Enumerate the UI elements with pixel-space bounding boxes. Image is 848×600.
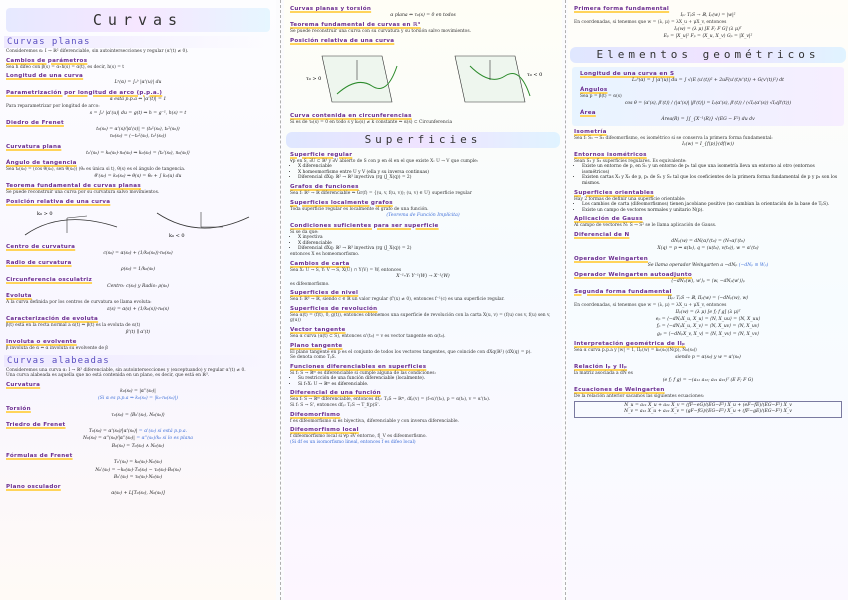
text: Si f: S → S', entonces dfₚ: TₚS → T_f(p)S'. [290,403,380,409]
text: Sea f: S → ℝᵐ diferenciable, entonces dfₚ: TₚS → ℝᵐ, dfₚ(v) = (f∘α)'(t₀), p = α(t₀), v = α'(t₀). [290,397,491,403]
formula: t₀(s₀) = α'(s)/|α'(s)| = (t₀¹(s₀), t₀²(s₀)) [96,127,180,132]
fold-line [565,0,567,600]
formula [574,263,842,269]
subheading: Condiciones suficientes para ser superficie [290,222,439,229]
subheading: Operador Weingarten [574,255,648,262]
subheading: Plano tangente [290,342,343,349]
list-item: • Si f∘X: U → ℝᵐ es diferenciable. [298,382,556,388]
list-item: • X diferenciable [298,164,556,170]
formula-note: = α'(s₀) si está p.p.a. [138,429,188,435]
subheading: Plano osculador [6,484,61,491]
formula-note: (Si α es p.p.a ⇒ k₀(s₀) = |k₀·n₀(s₀)|) [97,396,178,402]
text: Una curva alabeada es aquella que no está contenida en un plano, es decir, que está en ℝ³. [6,373,210,379]
text: Sea p = β(t) = α(s) [580,94,622,100]
formula: IIₚ(w) = (λ μ) [e f; f g] (λ μ)ᵀ [675,309,741,315]
formula-note: = α''(s₀)/k₀ si lo es plana [136,436,194,442]
bullet-list [298,376,556,387]
formula: X⁻¹∘Y: Y⁻¹(W) → X⁻¹(W) [396,274,450,280]
fig-label: k₀ < 0 [169,232,185,239]
subheading: Interpretación geométrica de IIₚ [574,341,686,348]
section-heading: Curvas planas [4,36,272,48]
text: Se puede reconstruir una curva con su curvatura y su torsión salvo movimientos. [290,29,471,35]
formula: B₀(s₀) = T₀(s₀) ∧ N₀(s₀) [111,443,165,449]
text: Sean S₁ y S₂ superficies regulares. Es equivalente: [574,158,687,164]
formula: N_v = a₁₂ X_u + a₂₂ X_v = (gF−fG)/(EG−F²) X_u + (fF−gE)/(EG−F²) X_v [624,409,792,415]
formula-part: T₀(s₀) = α'(s₀)/|α'(s₀)| [88,429,138,435]
text: entonces X es homeomorfismo. [290,251,360,257]
formula: β'(t) ∥ α'(t) [125,329,151,335]
bullet-list [298,164,556,181]
subheading: Posición relativa de una curva [290,38,395,44]
subheading: Curvatura [6,381,41,388]
fig-label: τ₀ < 0 [526,72,542,78]
text: β(t) está en la recta normal a α(t) ⇒ β(t) es la evoluta de α(t) [6,323,141,329]
fold-line [280,0,282,600]
list-item: • X inyectiva [298,235,556,241]
section-banner: Superficies [286,132,560,148]
formula: (e f; f g) = −(a₁₁ a₁₂; a₂₁ a₂₂)ᵀ (E F; F G) [662,377,754,383]
positive-curvature-figure [17,207,127,241]
subheading: Difeomorfismo [290,411,341,418]
formula: fₚ = ⟨−dNₚX_u, X_v⟩ = ⟨N, X_uv⟩ = ⟨N, X_uv⟩ [656,324,760,330]
formula: Área(R) = ∫∫_{X⁻¹(R)} √(EG − F²) du dv [661,117,755,123]
bullet-list [298,235,556,252]
subheading: Operador Weingarten autoadjunto [574,272,692,279]
text: Sea α curva p.p.a y |w| = 1, IIₚ(w) = k₀(s₀)⟨N(p), N₀(s₀)⟩ [574,348,698,354]
formula: c(s₀) = α(s₀) + (1/k₀(s₀))·n₀(s₀) [103,250,173,256]
formula: s = ∫ₐᵗ |α'(u)| du = g(t) ⇒ h = g⁻¹, h(s) = t [89,110,187,116]
formula: α está p.p.a ⇔ |α'(t)| = 1 [109,96,167,102]
formula: Centro: c(s₀) y Radio: ρ(s₀) [107,283,169,289]
subheading: Triedro de Frenet [6,422,66,429]
formula: ε(s) = α(s) + (1/k₀(s))·n₀(s) [107,306,169,312]
positive-torsion-figure [302,46,412,110]
text: Consideremos α: I → ℝ² diferenciable, sin autointersecciones y regular (α'(t) ≠ 0). [6,49,189,54]
subheading: Teorema fundamental de curvas en ℝ³ [290,22,421,29]
formula: Lₐᵇ(α) = ∫ |α'(u)| du = ∫ √(E (u'(t))² + 2uF(u'(t)v'(t)) + G(v'(t))²) dt [631,77,785,83]
bullet-list [582,202,842,213]
page-title: Curvas [6,8,270,32]
text: Para reparametrizar por longitud de arco: [6,104,100,109]
list-item: • X homeomorfismo entre U y V (ella y su inversa continuas) [298,170,556,176]
subheading: Longitud de una curva [6,73,84,80]
subheading: Caracterización de evoluta [6,316,99,323]
formula: α plana ⇔ τ₀(s) = 0 en todos [390,13,456,18]
subheading: Parametrización por longitud de arco (p.p.a.) [6,89,163,96]
equations-box [574,401,842,418]
subheading: Entornos isométricos [574,151,647,158]
formula: T₀'(s₀) = k₀(s₀)·N₀(s₀) [113,460,163,466]
text: En coordenadas, si tenemos que w = (λ, μ) = λX_u + μX_v, entonces [574,303,727,308]
subheading: Cambios de parámetros [6,57,88,64]
column-curvas [0,0,276,600]
section-banner: Elementos geométricos [570,47,846,63]
list-item: • Existe un entorno de p, en S₁ y un entorno de p₂ tal que una isometría lleva un entorno al otro (entornos isométricos) [582,164,842,175]
subheading: Curvatura plana [6,143,62,150]
subheading: Centro de curvatura [6,243,76,250]
list-item: • Diferencial dXq: ℝ² → ℝ³ inyectiva (rg (J_X(q)) = 2) [298,246,556,252]
list-item: • Su restricción de una función diferenciable (localmente). [298,376,556,382]
text: la matriz asociada a dN es [574,371,633,377]
text: En coordenadas, si tenemos que w = (λ, μ) = λX_u + μX_v, entonces [574,20,727,26]
formula: ρ(s₀) = 1/k₀(s₀) [120,267,156,273]
text: Consideremos una curva α: I → ℝ³ diferenciable, sin autointersecciones y (exceptuando) y regular α'(t) ≠ 0. [6,367,246,373]
formula: n₀(s₀) = (−t₀²(s₀), t₀¹(s₀)) [109,134,167,140]
subheading: Posición relativa de una curva [6,198,111,205]
subheading: Aplicación de Gauss [574,216,643,223]
formula [6,429,270,435]
subheading: Relación Iₚ y IIₚ [574,364,628,371]
subheading: Curvas planas y torsión [290,6,372,12]
formula: IIₚ: TₚS → ℝ, IIₚ(w) = ⟨−dNₚ(w), w⟩ [667,295,749,301]
formula: k₀(s₀) = |α''(s₀)| [120,388,156,394]
subheading: Ecuaciones de Weingarten [574,387,665,394]
highlight-block [572,67,844,126]
text: f es difeomorfismo si es biyectiva, diferenciable y con inversa diferenciable. [290,418,459,424]
subheading: Ángulos [580,87,608,94]
formula: cos θ = ⟨α'(s), β'(t)⟩ / (|α'(s)| |β'(t)|) = Iₚ(α'(s), β'(t)) / (√Iₚ(α'(s)) √Iₚ(β'(t))) [624,100,792,106]
subheading: Difeomorfismo local [290,427,359,434]
text: Hay 2 formas de definir una superficie orientable: [574,196,686,202]
subheading: Superficies de nivel [290,290,359,297]
subheading: Longitud de una curva en S [580,70,675,77]
text: Sea f: ℝ³ → ℝ, siendo c ∈ ℝ un valor regular (f'(x) ≠ 0), entonces f⁻¹(c) es una superficie regular. [290,297,505,303]
text: Se denota como TₚS. [290,355,336,361]
subheading: Superficies orientables [574,189,654,196]
fig-label: τ₀ > 0 [305,76,321,82]
formula-note: (−dNₚ ≡ Wₚ) [738,262,769,268]
subheading: Vector tangente [290,326,346,333]
formula: Lᵃ(α) = ∫ₐᵇ |α'(u)| du [114,80,162,86]
text: Sea h difeo con β(s) = α∘h(s) = α(t), es decir, h(s) = t [6,64,125,70]
list-item: • Existe un campo de vectores normales y unitario N(p). [582,208,842,214]
formula: Iₚ(w) = (λ μ) [E F; F G] (λ μ)ᵀ [674,27,742,32]
text: Se puede reconstruir una curva por su curvatura salvo movimientos. [6,190,160,196]
curvature-figures [6,207,270,241]
formula-part: N₀(s₀) = α''(s₀)/|α''(s₀)| [82,436,135,442]
section-heading: Curvas alabeadas [4,355,272,367]
formula: N_u = a₁₁ X_u + a₂₁ X_v = (fF−eG)/(EG−F²) X_u + (eF−fE)/(EG−F²) X_v [624,402,792,408]
subheading: Involuta o evolvente [6,339,77,346]
text: Sea X: U → S, Y: V → S, X(U) ∩ Y(V) = W, entonces [290,267,402,273]
bullet-list [582,164,842,186]
subheading: Circunferencia osculatriz [6,276,93,283]
fig-label: k₀ > 0 [37,210,53,217]
text: ∀p en S, ∃U ⊂ ℝ³ y ∃V abierto de S con p en él en el que existe X: U → V que cumple: [290,158,479,164]
subheading: Diedro de Frenet [6,120,64,126]
formula-note: (Si df es un isomorfismo lineal, entonces f es difeo local) [290,439,416,445]
formula: α(s₀) + L[T₀(s₀), N₀(s₀)] [111,491,165,497]
subheading: Radio de curvatura [6,260,72,267]
list-item: • Existen cartas X₁ y X₂ de p, p₁ de S₁ y S₂ tal que los coeficientes de la primera forma fundamental de p y p₂ son los mismos. [582,175,842,186]
subheading: Superficies de revolución [290,305,378,312]
text: Sea f: ℝ² → ℝ diferenciable ⇒ Gr(f) = {(u, v, f(u, v)); (u, v) ∈ U} superficie regular [290,190,472,196]
formula-note: (Teorema de Función Implícita) [386,213,460,219]
subheading: Evoluta [6,293,32,300]
subheading: Curva contenida en circunferencias [290,113,412,119]
formula-part: Se llama operador Weingarten a −dNₚ [647,262,738,268]
subheading: Ángulo de tangencia [6,160,77,167]
text: Si se da que: [290,229,319,235]
subheading: Cambios de carta [290,260,350,267]
text: f difeomorfismo local si ∀p ∃V entorno, f|_V es difeomorfismo. [290,434,427,440]
subheading: Torsión [6,405,31,412]
formula: B₀'(s₀) = τ₀(s₀)·N₀(s₀) [113,475,163,481]
formula: dNₚ(w) = dN(α)'(t₀) = (N∘α)'(t₀) [671,238,745,244]
text: Si f: S → ℝᵐ es diferenciable si cumple alguna de las condiciones: [290,370,436,376]
formula: t₀'(s₀) = k₀(s₀)·n₀(s₀) ⇒ k₀(s₀) = ⟨t₀'(s₀), n₀(s₀)⟩ [86,150,190,156]
column-superficies [284,0,562,600]
formula: θ'(s₀) = k₀(s₀) ⇒ θ(s) = θ₀ + ∫ k₀(u) du [94,173,182,179]
subheading: Teorema fundamental de curvas planas [6,183,141,190]
torsion-figures [290,46,556,110]
subheading: Área [580,110,596,117]
subheading: Funciones diferenciables en superficies [290,363,427,370]
text: Sea α curva (α(t) ⊂ S), entonces α'(t₀) = v es vector tangente en α(t₀). [290,333,446,339]
subheading: Superficies localmente grafos [290,199,393,206]
negative-torsion-figure [435,46,545,110]
subheading: Primera forma fundamental [574,6,670,12]
formula: ⟨−dNₚ(w), w'⟩ₚ = ⟨w, −dNₚ(w')⟩ₚ [671,279,745,285]
text: β involuta de α ⇔ α involuta su evolvente de β [6,346,108,352]
text: De la relación anterior sacamos las siguientes ecuaciones: [574,394,705,400]
subheading: Grafos de funciones [290,183,359,190]
subheading: Fórmulas de Frenet [6,453,73,460]
text: Al campo de vectores N: S → S² se le llama aplicación de Gauss. [574,223,717,229]
subheading: Segunda forma fundamental [574,288,672,295]
column-elementos [568,0,848,600]
text: El plano tangente en p es el conjunto de todos los vectores tangentes, que coincide con dXq(ℝ²) (dX(q) = p). [290,349,532,355]
negative-curvature-figure [149,207,259,241]
formula: Iₚ(w) = I_{f(p)}(df(w)) [682,142,734,148]
text: es difeomorfismo. [290,281,330,287]
subheading: Isometría [574,128,607,135]
formula: eₚ = ⟨−dNₚX_u, X_u⟩ = ⟨N, X_uu⟩ = ⟨N, X_uu⟩ [655,317,761,322]
list-item: • Diferencial dXq: ℝ² → ℝ³ inyectiva (rg (J_X(q)) = 2) [298,175,556,181]
text: Toda superficie regular es localmente el grafo de una función. [290,206,429,212]
subheading: Superficie regular [290,151,353,158]
text: Sea α(t) = (f(t), 0, g(t)), entonces obtenemos una superficie de revolución con la carta X(u, v) = (f(u) cos v, f(u) sen v, g(u)) [290,312,551,324]
subheading: Diferencial de una función [290,390,381,397]
formula [6,436,270,442]
formula: X(q) = p ⇒ α(t₀), q = (u(t₀), v(t₀)), w = α'(t₀) [657,246,759,252]
text: A la curva definida por los centros de curvatura se llama evoluta: [6,300,152,306]
formula: gₚ = ⟨−dNₚX_v, X_v⟩ = ⟨N, X_vv⟩ = ⟨N, X_vv⟩ [657,331,759,337]
text: Sea f: S₁ → S₂ difeomorfismo, es isométrico si se conserva la primera forma fundamental: [574,135,773,141]
formula: Eₚ = |X_u|² Fₚ = ⟨X_u, X_v⟩ Gₚ = |X_v|² [663,34,753,40]
formula: Iₚ: TₚS → ℝ, Iₚ(w) = |w|² [680,13,736,18]
formula: siendo p = α(s₀) y w = α'(s₀) [675,354,741,360]
formula: N₀'(s₀) = −k₀(s₀)·T₀(s₀) − τ₀(s₀)·B₀(s₀) [95,467,181,473]
list-item: • Los cambios de carta (difeomorfismos) tienen jacobiano positivo (no cambian la orientación de la base de TₚS). [582,202,842,208]
formula: τ₀(s₀) = ⟨B₀'(s₀), N₀(s₀)⟩ [111,412,165,418]
text: Sea t₀(s₀) = (cos θ(s₀), sen θ(s₀)) (θ₀ es única si t), θ(s) es el ángulo de tangencia. [6,167,186,173]
subheading: Diferencial de N [574,231,630,238]
list-item: • X diferenciable [298,241,556,247]
text: Si es de τ₀(s) = 0 en todo s y k₀(s) ≠ k constante ⇒ α(s) ⊂ Circunferencia [290,120,453,125]
